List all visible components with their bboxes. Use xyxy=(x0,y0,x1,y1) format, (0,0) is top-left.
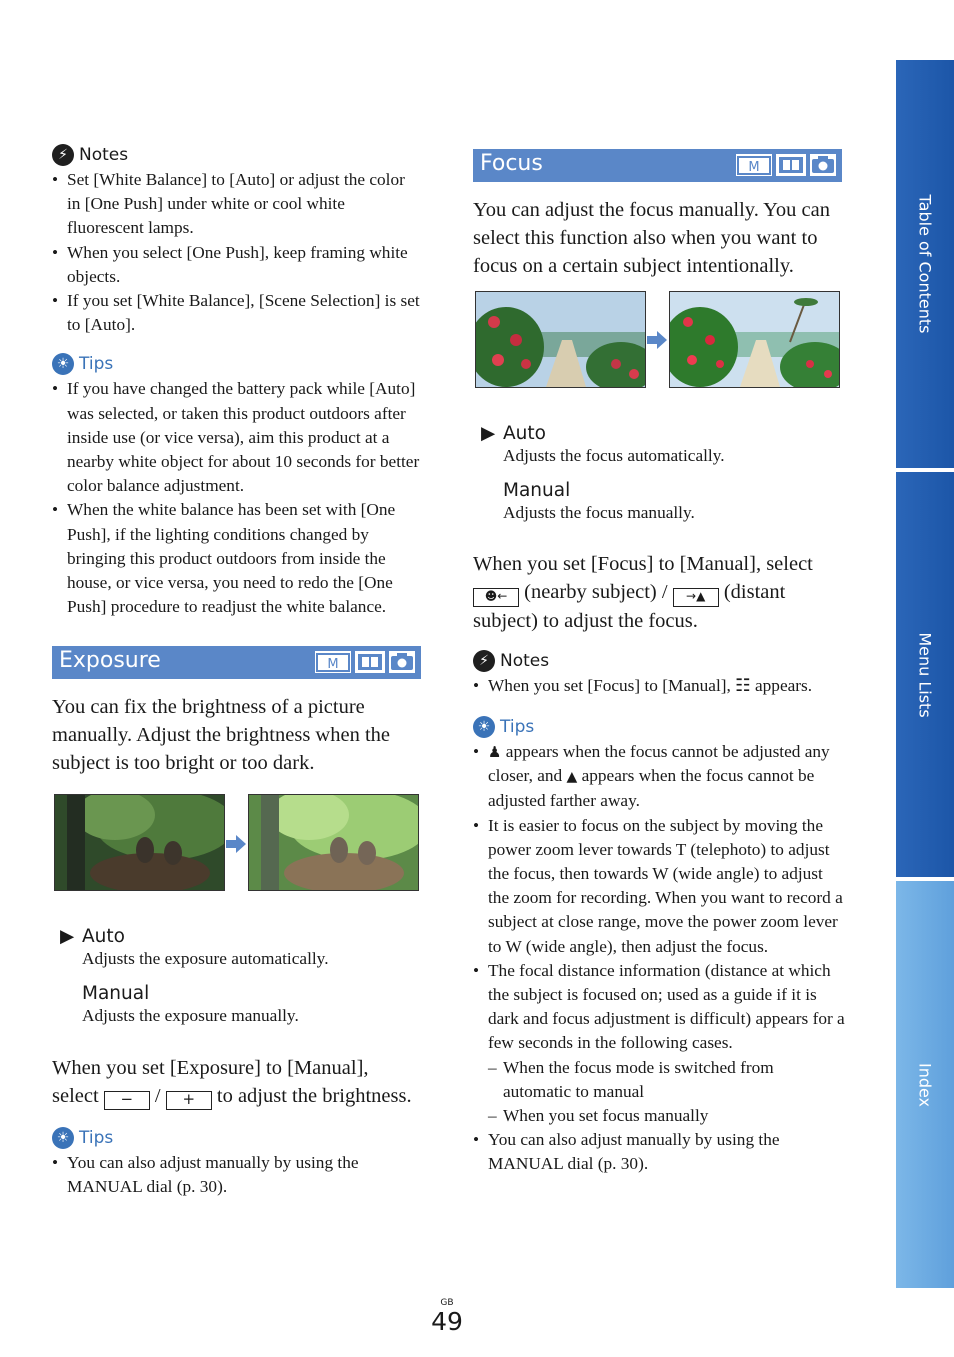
tab-label: Menu Lists xyxy=(915,631,935,718)
list-item: • It is easier to focus on the subject by moving the power zoom lever towards T (telephoto) to adjust the focus, then towards W (wide angle) to adjust the zoom for recording. When you want to record a subject at close range, move the power zoom lever to W (wide angle), then adjust the focus. xyxy=(473,814,845,959)
minus-button-icon: − xyxy=(104,1091,150,1110)
sub-list-item: – When the focus mode is switched from automatic to manual xyxy=(488,1056,845,1104)
option-description: Adjusts the focus automatically. xyxy=(503,446,725,465)
notes-icon: ⚡ xyxy=(473,650,495,672)
lightbulb-icon: ☀ xyxy=(52,353,74,375)
exposure-auto-option xyxy=(60,926,422,947)
focus-auto-option xyxy=(481,423,843,444)
region-code: GB xyxy=(440,1298,454,1308)
list-item: • You can also adjust manually by using the MANUAL dial (p. 30). xyxy=(52,1151,422,1199)
exposure-intro: You can fix the brightness of a picture manually. Adjust the brightness when the subject is too bright or too dark. xyxy=(52,696,391,774)
option-description: Adjusts the focus manually. xyxy=(503,503,695,522)
exposure-tips xyxy=(52,1127,422,1199)
focus-manual-text xyxy=(473,550,848,635)
sub-list xyxy=(488,1056,845,1129)
exposure-before-image xyxy=(54,794,225,891)
notes-title: Notes xyxy=(500,651,550,671)
notes-heading xyxy=(52,144,422,166)
person-icon: ♟ xyxy=(488,743,502,761)
tips-list xyxy=(52,1151,422,1199)
separator: / xyxy=(154,1085,161,1107)
exposure-section-header xyxy=(52,646,421,679)
notes-list xyxy=(473,674,848,698)
list-item: • When you set [Focus] to [Manual], ☷ appears. xyxy=(473,674,848,698)
tab-menu-lists[interactable] xyxy=(896,472,954,877)
focus-intro: You can adjust the focus manually. You can select this function also when you want to focus on a certain subject intentionally. xyxy=(473,199,831,277)
manual-text: subject) to adjust the focus. xyxy=(473,610,698,632)
focus-tips xyxy=(473,716,845,1177)
tips-heading xyxy=(52,353,422,375)
mode-icons xyxy=(315,651,415,673)
exposure-manual-option: Manual xyxy=(82,983,150,1004)
exposure-options xyxy=(60,926,422,1026)
mountain-icon: ▲ xyxy=(566,769,578,786)
tips-title: Tips xyxy=(79,1128,114,1148)
svg-text:M: M xyxy=(748,160,760,175)
tips-list xyxy=(52,377,422,619)
option-label: Auto xyxy=(82,926,125,947)
movie-icon xyxy=(355,651,385,673)
list-item: • If you set [White Balance], [Scene Selection] is set to [Auto]. xyxy=(52,289,422,337)
camera-icon xyxy=(810,154,836,176)
focus-manual-option: Manual xyxy=(503,480,571,501)
manual-text: (nearby subject) / xyxy=(524,581,668,603)
manual-text: select xyxy=(52,1085,99,1107)
face-detection-icon: ☷ xyxy=(735,676,751,696)
camera-icon xyxy=(389,651,415,673)
option-label: Auto xyxy=(503,423,546,444)
movie-icon xyxy=(776,154,806,176)
manual-mode-icon xyxy=(315,651,351,673)
tab-label: Index xyxy=(915,1062,935,1107)
section-title: Exposure xyxy=(59,648,161,673)
notes-icon: ⚡ xyxy=(52,144,74,166)
page-number: 49 xyxy=(431,1307,463,1336)
tips-list xyxy=(473,740,845,1177)
option-description: Adjusts the exposure manually. xyxy=(82,1006,299,1025)
manual-text: When you set [Focus] to [Manual], select xyxy=(473,553,813,575)
tab-label: Table of Contents xyxy=(915,194,935,334)
manual-mode-icon xyxy=(736,154,772,176)
plus-button-icon: + xyxy=(166,1091,212,1110)
svg-text:M: M xyxy=(327,657,339,672)
default-marker-icon: ▶ xyxy=(60,926,75,947)
list-item: • ♟ appears when the focus cannot be adjusted any closer, and ▲ appears when the focus cannot be adjusted farther away. xyxy=(473,740,845,814)
notes-list xyxy=(52,168,422,337)
list-item: • When the white balance has been set with [One Push], if the lighting conditions changed by bringing this product outdoors from inside the house, or vice versa, you need to redo the [One Push] procedure to readjust the white balance. xyxy=(52,498,422,619)
tips-heading xyxy=(473,716,845,738)
focus-section-header xyxy=(473,149,842,182)
focus-options xyxy=(481,423,843,523)
left-column xyxy=(52,144,422,619)
default-marker-icon: ▶ xyxy=(481,423,496,444)
section-title: Focus xyxy=(480,151,543,176)
distant-subject-icon: →▲ xyxy=(673,588,719,607)
tips-heading xyxy=(52,1127,422,1149)
list-item: • You can also adjust manually by using the MANUAL dial (p. 30). xyxy=(473,1128,845,1176)
list-item: • The focal distance information (distance at which the subject is focused on; used as a guide if it is dark and focus adjustment is difficult) appears for a few seconds in the following cases. – When the focus mode is switched from automatic to manual – When you set focus manually xyxy=(473,959,845,1128)
focus-notes xyxy=(473,650,848,698)
manual-text: When you set [Exposure] to [Manual], xyxy=(52,1057,369,1079)
mode-icons xyxy=(736,154,836,176)
list-item: • If you have changed the battery pack while [Auto] was selected, or taken this product outdoors after inside use (or vice versa), aim this product at a nearby white object for about 10 seconds for better color balance adjustment. xyxy=(52,377,422,498)
exposure-body xyxy=(52,693,422,777)
manual-text: to adjust the brightness. xyxy=(216,1085,412,1107)
exposure-manual-text xyxy=(52,1054,427,1110)
tab-table-of-contents[interactable] xyxy=(896,60,954,468)
list-item: • When you select [One Push], keep framing white objects. xyxy=(52,241,422,289)
notes-title: Notes xyxy=(79,145,129,165)
lightbulb-icon: ☀ xyxy=(52,1127,74,1149)
exposure-after-image xyxy=(248,794,419,891)
nearby-subject-icon: ☻← xyxy=(473,588,519,607)
notes-heading xyxy=(473,650,848,672)
focus-after-image xyxy=(669,291,840,388)
list-item: • Set [White Balance] to [Auto] or adjust the color in [One Push] under white or cool white fluorescent lamps. xyxy=(52,168,422,241)
sub-list-item: – When you set focus manually xyxy=(488,1104,845,1128)
arrow-right-icon xyxy=(647,330,667,350)
manual-text: (distant xyxy=(723,581,786,603)
tips-title: Tips xyxy=(79,354,114,375)
tab-index[interactable] xyxy=(896,881,954,1288)
lightbulb-icon: ☀ xyxy=(473,716,495,738)
option-description: Adjusts the exposure automatically. xyxy=(82,949,329,968)
tips-title: Tips xyxy=(500,717,535,737)
focus-before-image xyxy=(475,291,646,388)
arrow-right-icon xyxy=(226,834,246,854)
